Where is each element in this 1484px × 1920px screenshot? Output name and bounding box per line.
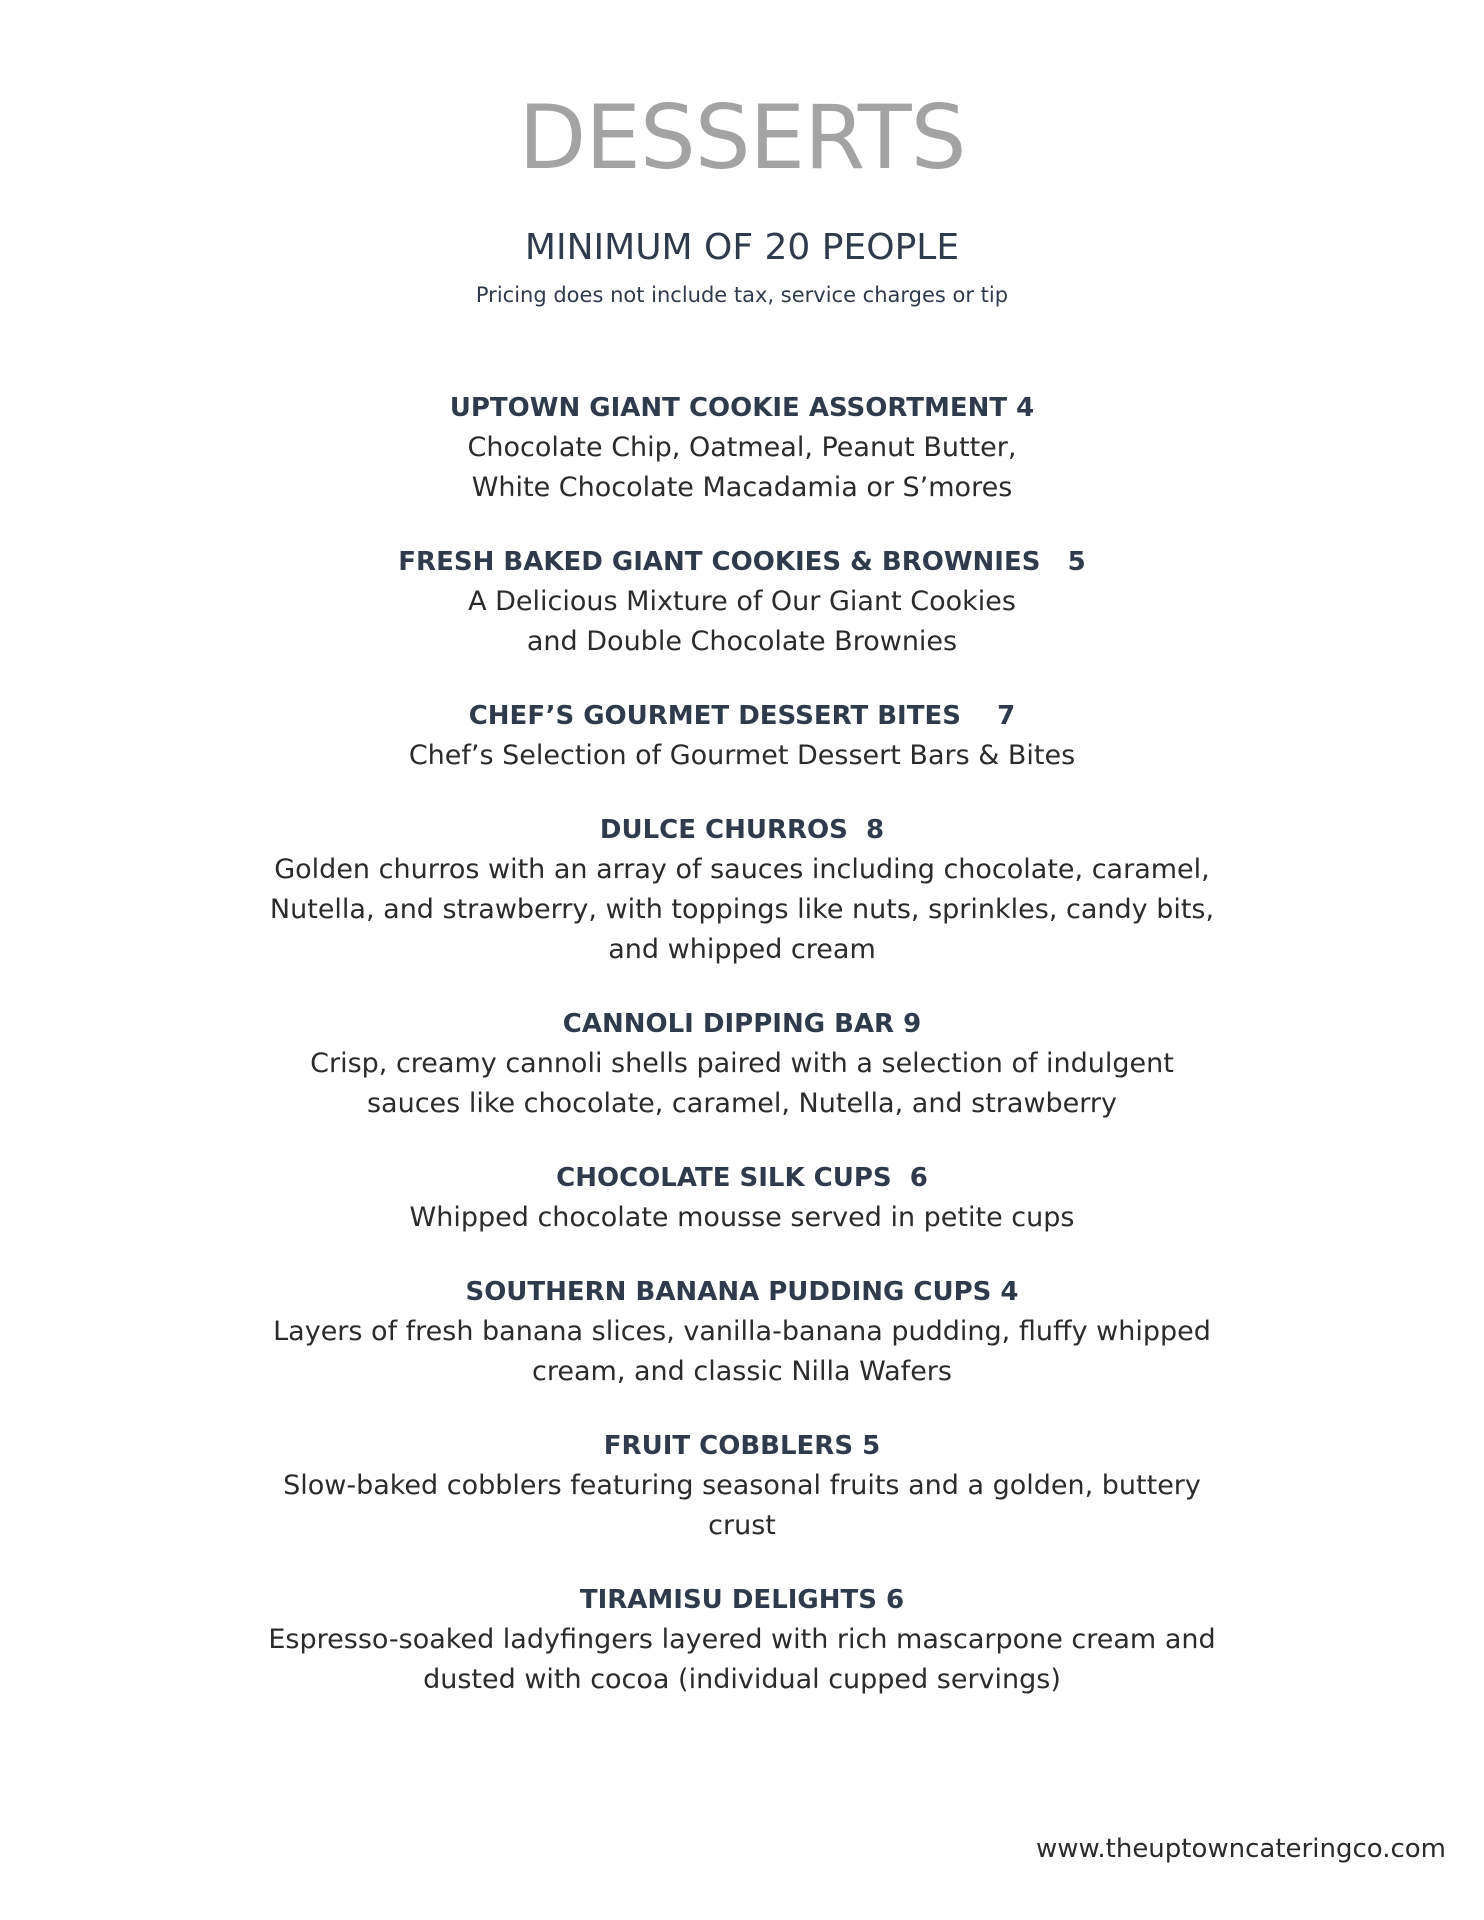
menu-item-chocolate-silk-cups bbox=[0, 1158, 1484, 1238]
page-title: DESSERTS bbox=[518, 86, 966, 189]
minimum-guests-heading: MINIMUM OF 20 PEOPLE bbox=[524, 227, 960, 268]
menu-item-cannoli-bar bbox=[0, 1004, 1484, 1124]
menu-item-tiramisu bbox=[0, 1580, 1484, 1700]
dessert-menu-list bbox=[0, 388, 1484, 1734]
menu-item-description: Espresso-soaked ladyfingers layered with rich mascarpone cream and dusted with cocoa (individual cupped servings) bbox=[268, 1624, 1216, 1695]
menu-item-description: Crisp, creamy cannoli shells paired with a selection of indulgent sauces like chocolate, caramel, Nutella, and strawberry bbox=[310, 1048, 1174, 1119]
menu-item-cookies-brownies bbox=[0, 542, 1484, 662]
menu-item-description: Chef’s Selection of Gourmet Dessert Bars & Bites bbox=[408, 740, 1076, 771]
menu-item-title: UPTOWN GIANT COOKIE ASSORTMENT 4 bbox=[449, 393, 1035, 423]
menu-item-description: Layers of fresh banana slices, vanilla-banana pudding, fluffy whipped cream, and classic Nilla Wafers bbox=[273, 1316, 1211, 1387]
menu-item-title: SOUTHERN BANANA PUDDING CUPS 4 bbox=[465, 1277, 1019, 1307]
menu-item-title: FRESH BAKED GIANT COOKIES & BROWNIES 5 bbox=[398, 547, 1086, 577]
menu-item-dulce-churros bbox=[0, 810, 1484, 970]
menu-item-fruit-cobblers bbox=[0, 1426, 1484, 1546]
menu-item-title: TIRAMISU DELIGHTS 6 bbox=[579, 1585, 905, 1615]
menu-item-description: Chocolate Chip, Oatmeal, Peanut Butter, White Chocolate Macadamia or S’mores bbox=[467, 432, 1017, 503]
menu-item-title: FRUIT COBBLERS 5 bbox=[603, 1431, 881, 1461]
menu-item-title: CANNOLI DIPPING BAR 9 bbox=[562, 1009, 922, 1039]
pricing-note: Pricing does not include tax, service charges or tip bbox=[475, 283, 1009, 307]
menu-item-description: Golden churros with an array of sauces including chocolate, caramel, Nutella, and strawberry, with toppings like nuts, sprinkles, candy bits, and whipped cream bbox=[269, 854, 1215, 965]
website-link[interactable]: www.theuptowncateringco.com bbox=[1035, 1834, 1446, 1864]
menu-item-title: CHOCOLATE SILK CUPS 6 bbox=[556, 1163, 928, 1193]
menu-item-description: A Delicious Mixture of Our Giant Cookies and Double Chocolate Brownies bbox=[468, 586, 1016, 657]
menu-item-title: CHEF’S GOURMET DESSERT BITES 7 bbox=[468, 701, 1016, 731]
menu-item-description: Slow-baked cobblers featuring seasonal fruits and a golden, buttery crust bbox=[283, 1470, 1201, 1541]
menu-item-title: DULCE CHURROS 8 bbox=[599, 815, 885, 845]
menu-item-dessert-bites bbox=[0, 696, 1484, 776]
menu-item-description: Whipped chocolate mousse served in petite cups bbox=[409, 1202, 1075, 1233]
menu-item-cookie-assortment bbox=[0, 388, 1484, 508]
menu-item-banana-pudding bbox=[0, 1272, 1484, 1392]
